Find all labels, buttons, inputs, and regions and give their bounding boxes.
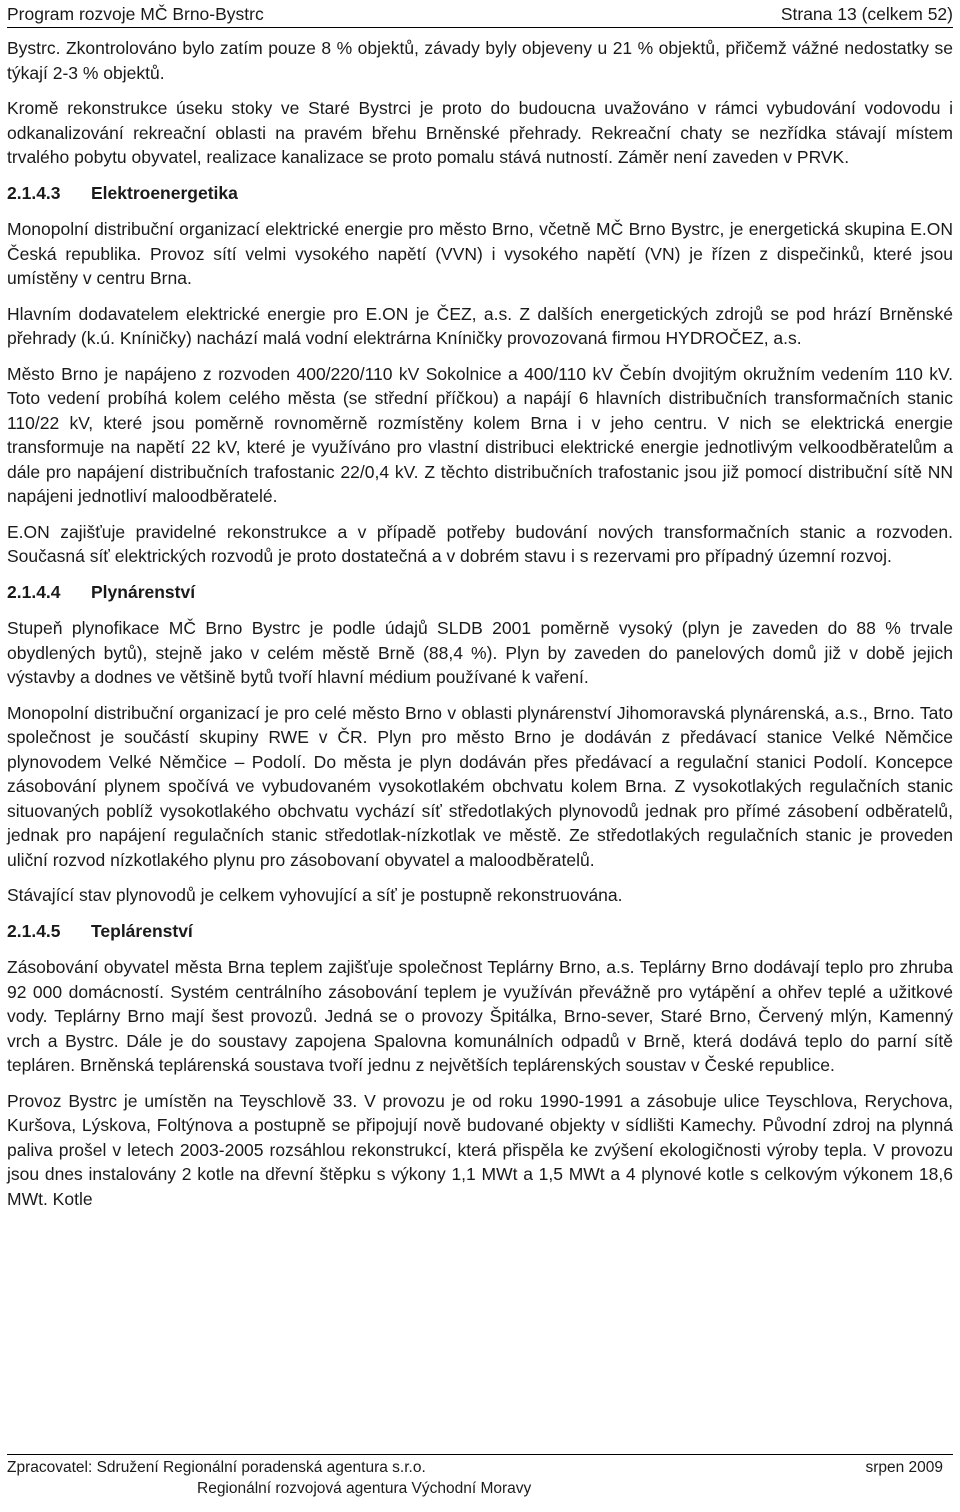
paragraph: Monopolní distribuční organizací je pro celé město Brno v oblasti plynárenství Jihomoravská plynárenská, a.s., Brno. Tato společnost je součástí skupiny RWE v ČR. Plyn pro město Brno je dodáván z předávací stanice Velké Němčice plynovodem Velké Němčice – Podolí. Do města je plyn dodáván přes předávací a regulační stanici Podolí. Koncepce zásobování plynem spočívá ve vybudovaném vysokotlakém obchvatu kolem Brna. Z vysokotlakých regulačních stanic situovaných poblíž vysokotlakého obchvatu vychází síť středotlakých plynovodů jednak pro přímé zásobení odběratelů, jednak pro napájení regulačních stanic středotlak-nízkotlak ve městě. Ze středotlakých regulačních stanic je proveden uliční rozvod nízkotlakého plynu pro zásobovaní obyvatel a maloodběratelů.: [7, 702, 953, 870]
header-page-number: Strana 13 (celkem 52): [780, 4, 953, 24]
header-divider: [7, 27, 953, 28]
footer-agency: Regionální rozvojová agentura Východní Moravy: [197, 1480, 532, 1497]
section-number: 2.1.4.5: [7, 920, 61, 941]
paragraph: Zásobování obyvatel města Brna teplem zajišťuje společnost Teplárny Brno, a.s. Teplárny Brno dodávají teplo pro zhruba 92 000 domácností. Systém centrálního zásobování teplem je využíván převážně pro vytápění a ohřev teplé a užitkové vody. Teplárny Brno mají šest provozů. Jedná se o provozy Špitálka, Brno-sever, Staré Brno, Červený mlýn, Kamenný vrch a Bystrc. Dále je do soustavy zapojena Spalovna komunálních odpadů v Brně, která dodává teplo do parní sítě tepláren. Brněnská teplárenská soustava tvoří jednu z největších teplárenských soustav v České republice.: [7, 957, 953, 1075]
section-number: 2.1.4.3: [7, 182, 61, 203]
section-heading-teplarenstvi: [7, 919, 953, 944]
section-heading-elektroenergetika: [7, 181, 953, 206]
page-footer: [7, 1457, 953, 1499]
header-title: Program rozvoje MČ Brno-Bystrc: [7, 4, 264, 24]
paragraph: Monopolní distribuční organizací elektrické energie pro město Brno, včetně MČ Brno Bystrc, je energetická skupina E.ON Česká republika. Provoz sítí velmi vysokého napětí (VVN) i vysokého napětí (VN) je řízen z dispečinků, které jsou umístěny v centru Brna.: [7, 219, 953, 288]
paragraph: Provoz Bystrc je umístěn na Teyschlově 33. V provozu je od roku 1990-1991 a zásobuje ulice Teyschlova, Rerychova, Kuršova, Lýskova, Foltýnova a postupně se připojují nově budované objekty v sídlišti Kamechy. Původní zdroj na plynná paliva prošel v letech 2003-2005 rozsáhlou rekonstrukcí, která přispěla ke zvýšení ekologičnosti výroby tepla. V provozu jsou dnes instalovány 2 kotle na dřevní štěpku s výkony 1,1 MWt a 1,5 MWt a 4 plynové kotle s celkovým výkonem 18,6 MWt. Kotle: [7, 1090, 953, 1209]
paragraph: Stupeň plynofikace MČ Brno Bystrc je podle údajů SLDB 2001 poměrně vysoký (plyn je zaveden do 88 % trvale obydlených bytů), stejně jako v celém městě Brně (88,4 %). Plyn by zaveden do panelových domů již v době jejich výstavby a dodnes ve většině bytů tvoří hlavní médium používané k vaření.: [7, 618, 953, 687]
footer-author: Zpracovatel: Sdružení Regionální poradenská agentura s.r.o.: [7, 1459, 426, 1476]
paragraph: Bystrc. Zkontrolováno bylo zatím pouze 8 % objektů, závady byly objeveny u 21 % objektů, přičemž vážné nedostatky se týkají 2-3 % objektů.: [7, 38, 953, 83]
section-title: Teplárenství: [91, 920, 193, 941]
section-title: Plynárenství: [91, 581, 196, 602]
paragraph: Kromě rekonstrukce úseku stoky ve Staré Bystrci je proto do budoucna uvažováno v rámci vybudování vodovodu i odkanalizování rekreační oblasti na pravém břehu Brněnské přehrady. Rekreační chaty se nezřídka stávají místem trvalého pobytu obyvatel, realizace kanalizace se proto pomalu stává nutností. Záměr není zaveden v PRVK.: [7, 98, 953, 167]
section-heading-plynarenstvi: [7, 580, 953, 605]
section-number: 2.1.4.4: [7, 581, 61, 602]
paragraph: Hlavním dodavatelem elektrické energie pro E.ON je ČEZ, a.s. Z dalších energetických zdrojů se pod hrází Brněnské přehrady (k.ú. Kníničky) nachází malá vodní elektrárna Kníničky provozovaná firmou HYDROČEZ, a.s.: [7, 303, 953, 348]
document-body: [7, 36, 953, 1222]
paragraph: Město Brno je napájeno z rozvoden 400/220/110 kV Sokolnice a 400/110 kV Čebín dvojitým okružním vedením 110 kV. Toto vedení probíhá kolem celého města (se střední příčkou) a napájí 6 hlavních distribučních transformačních stanic 110/22 kV, které jsou poměrně rovnoměrně rozmístěny kolem Brna i v jeho centru. V nich se elektrická energie transformuje na napětí 22 kV, které je využíváno pro vlastní distribuci elektrické energie jednotlivým velkoodběratelům a dále pro napájení distribučních trafostanic 22/0,4 kV. Z těchto distribučních trafostanic jsou již pomocí distribuční sítě NN napájeni jednotliví maloodběratelé.: [7, 363, 953, 506]
paragraph: Stávající stav plynovodů je celkem vyhovující a síť je postupně rekonstruována.: [7, 885, 623, 905]
footer-date: srpen 2009: [865, 1459, 943, 1476]
page-header: [7, 4, 953, 26]
section-title: Elektroenergetika: [91, 182, 238, 203]
footer-divider: [7, 1454, 953, 1455]
paragraph: E.ON zajišťuje pravidelné rekonstrukce a v případě potřeby budování nových transformačních stanic a rozvoden. Současná síť elektrických rozvodů je proto dostatečná a v dobrém stavu i s rezervami pro případný územní rozvoj.: [7, 521, 953, 566]
